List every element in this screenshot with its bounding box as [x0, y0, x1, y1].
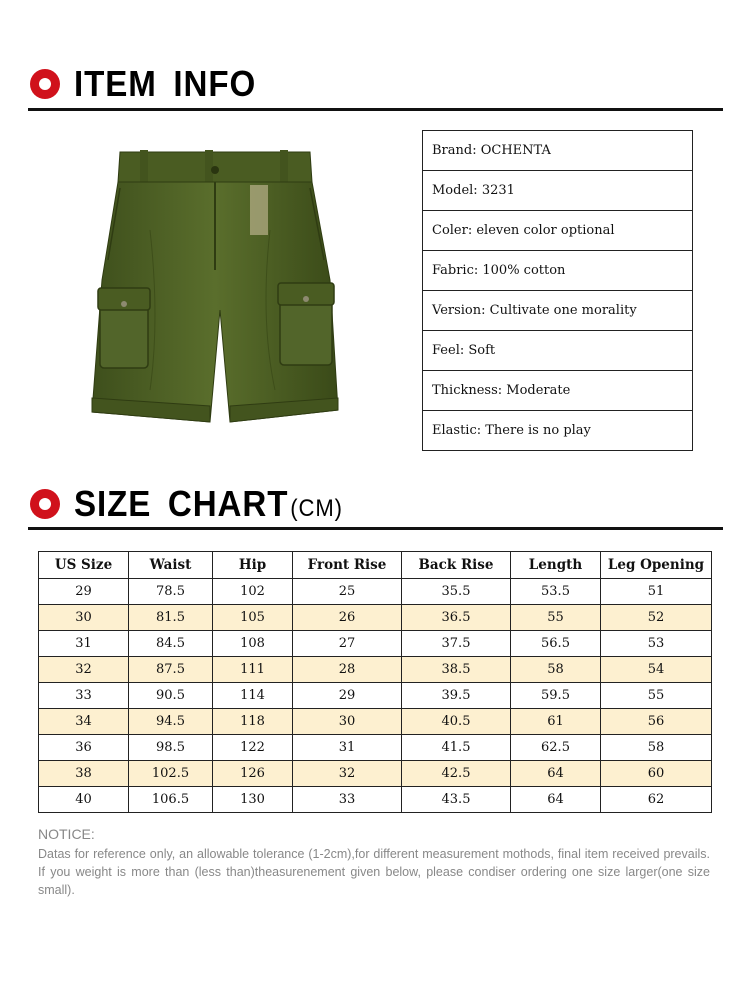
header-back-rise: Back Rise: [402, 552, 511, 579]
cell-front-rise: 25: [293, 579, 402, 605]
cell-front-rise: 33: [293, 787, 402, 813]
cell-length: 56.5: [511, 631, 601, 657]
notice-title: NOTICE:: [38, 826, 95, 842]
info-thickness: Thickness: Moderate: [423, 371, 693, 411]
notice: [38, 826, 710, 899]
cell-waist: 78.5: [129, 579, 213, 605]
info-row: [423, 171, 693, 211]
cell-length: 64: [511, 787, 601, 813]
cell-us-size: 40: [39, 787, 129, 813]
cell-us-size: 34: [39, 709, 129, 735]
bullet-icon: [30, 489, 60, 519]
cell-us-size: 33: [39, 683, 129, 709]
table-row: [39, 709, 712, 735]
header-length: Length: [511, 552, 601, 579]
cell-waist: 81.5: [129, 605, 213, 631]
info-color: Coler: eleven color optional: [423, 211, 693, 251]
item-info-table: [422, 130, 693, 451]
table-row: [39, 605, 712, 631]
table-row: [39, 735, 712, 761]
cell-leg-opening: 52: [601, 605, 712, 631]
cell-us-size: 38: [39, 761, 129, 787]
cell-back-rise: 40.5: [402, 709, 511, 735]
cell-leg-opening: 56: [601, 709, 712, 735]
table-row: [39, 761, 712, 787]
cell-back-rise: 43.5: [402, 787, 511, 813]
cell-leg-opening: 55: [601, 683, 712, 709]
table-row: [39, 631, 712, 657]
item-info-header: [30, 63, 272, 105]
size-chart-title: [74, 483, 343, 525]
info-row: [423, 331, 693, 371]
header-us-size: US Size: [39, 552, 129, 579]
size-chart-unit: (CM): [290, 495, 343, 522]
item-info-title-word2: INFO: [173, 63, 257, 104]
cell-hip: 114: [213, 683, 293, 709]
table-row: [39, 579, 712, 605]
header-hip: Hip: [213, 552, 293, 579]
item-info-title: [74, 63, 256, 105]
info-brand: Brand: OCHENTA: [423, 131, 693, 171]
notice-text: Datas for reference only, an allowable tolerance (1-2cm),for different measurement mothods, final item received prevails. If you weight is more than (less than)theasurenement given below, please condiser ordering one size larger(one size small).: [38, 847, 710, 897]
cell-leg-opening: 60: [601, 761, 712, 787]
info-row: [423, 291, 693, 331]
cell-waist: 106.5: [129, 787, 213, 813]
cell-length: 64: [511, 761, 601, 787]
cell-front-rise: 26: [293, 605, 402, 631]
cell-leg-opening: 51: [601, 579, 712, 605]
info-row: [423, 131, 693, 171]
cell-length: 55: [511, 605, 601, 631]
size-header-row: [39, 552, 712, 579]
cell-waist: 94.5: [129, 709, 213, 735]
cell-hip: 105: [213, 605, 293, 631]
item-info-divider: [28, 108, 723, 111]
size-chart-title-word2: CHART: [167, 483, 289, 524]
cell-us-size: 36: [39, 735, 129, 761]
cell-hip: 118: [213, 709, 293, 735]
size-chart-divider: [28, 527, 723, 530]
cell-waist: 102.5: [129, 761, 213, 787]
info-model: Model: 3231: [423, 171, 693, 211]
cell-front-rise: 30: [293, 709, 402, 735]
cell-length: 61: [511, 709, 601, 735]
cell-front-rise: 29: [293, 683, 402, 709]
info-row: [423, 211, 693, 251]
cell-leg-opening: 58: [601, 735, 712, 761]
bullet-icon: [30, 69, 60, 99]
cell-length: 59.5: [511, 683, 601, 709]
cell-hip: 111: [213, 657, 293, 683]
cell-us-size: 29: [39, 579, 129, 605]
cell-back-rise: 41.5: [402, 735, 511, 761]
cell-us-size: 31: [39, 631, 129, 657]
cell-back-rise: 37.5: [402, 631, 511, 657]
cell-hip: 130: [213, 787, 293, 813]
cell-front-rise: 28: [293, 657, 402, 683]
cell-hip: 126: [213, 761, 293, 787]
cell-leg-opening: 53: [601, 631, 712, 657]
cell-leg-opening: 62: [601, 787, 712, 813]
cell-us-size: 32: [39, 657, 129, 683]
cell-front-rise: 27: [293, 631, 402, 657]
cell-back-rise: 36.5: [402, 605, 511, 631]
cell-waist: 87.5: [129, 657, 213, 683]
cell-leg-opening: 54: [601, 657, 712, 683]
cell-length: 62.5: [511, 735, 601, 761]
table-row: [39, 683, 712, 709]
cell-front-rise: 31: [293, 735, 402, 761]
cell-waist: 98.5: [129, 735, 213, 761]
header-waist: Waist: [129, 552, 213, 579]
cell-waist: 84.5: [129, 631, 213, 657]
info-feel: Feel: Soft: [423, 331, 693, 371]
info-elastic: Elastic: There is no play: [423, 411, 693, 451]
size-chart-table: [38, 551, 712, 813]
info-row: [423, 251, 693, 291]
table-row: [39, 787, 712, 813]
cell-length: 53.5: [511, 579, 601, 605]
cell-back-rise: 42.5: [402, 761, 511, 787]
info-row: [423, 411, 693, 451]
info-row: [423, 371, 693, 411]
table-row: [39, 657, 712, 683]
cell-length: 58: [511, 657, 601, 683]
info-fabric: Fabric: 100% cotton: [423, 251, 693, 291]
size-chart-title-word1: SIZE: [74, 483, 152, 524]
header-leg-opening: Leg Opening: [601, 552, 712, 579]
item-info-title-word1: ITEM: [74, 63, 157, 104]
cell-back-rise: 38.5: [402, 657, 511, 683]
cell-back-rise: 35.5: [402, 579, 511, 605]
cell-front-rise: 32: [293, 761, 402, 787]
cell-waist: 90.5: [129, 683, 213, 709]
cell-hip: 122: [213, 735, 293, 761]
size-chart-header: [30, 483, 366, 525]
product-image: [80, 140, 350, 440]
cell-hip: 102: [213, 579, 293, 605]
size-table-body: [39, 579, 712, 813]
cell-back-rise: 39.5: [402, 683, 511, 709]
info-version: Version: Cultivate one morality: [423, 291, 693, 331]
cell-us-size: 30: [39, 605, 129, 631]
header-front-rise: Front Rise: [293, 552, 402, 579]
cell-hip: 108: [213, 631, 293, 657]
